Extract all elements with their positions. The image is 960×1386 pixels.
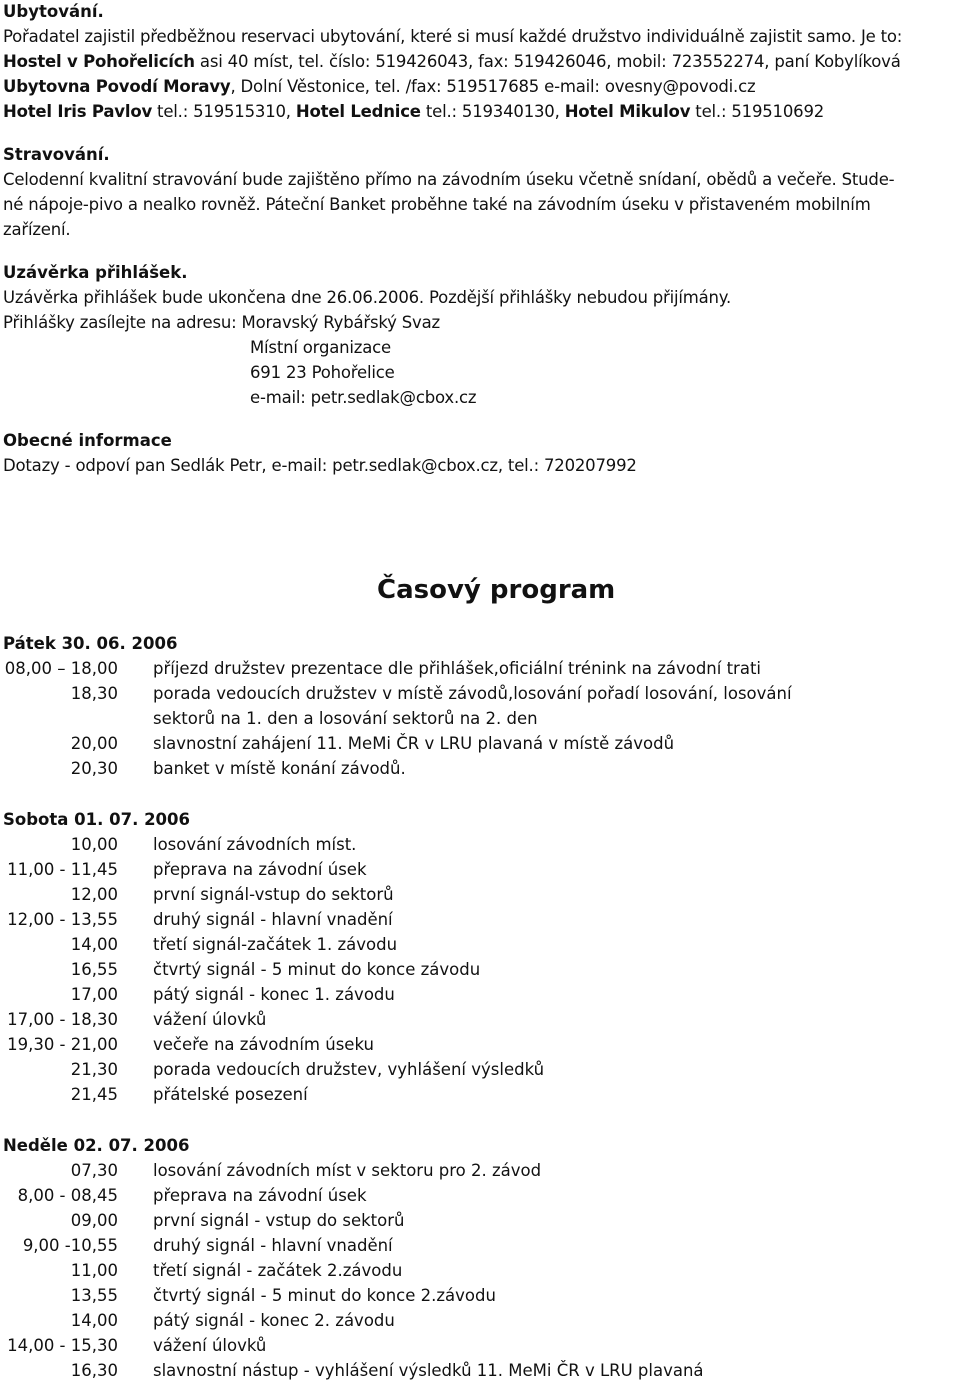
schedule-time: 8,00 - 08,45 bbox=[17, 1186, 118, 1205]
schedule-time: 08,00 – 18,00 bbox=[4, 659, 118, 678]
schedule-description: příjezd družstev prezentace dle přihlášek,oficiální trénink na závodní trati bbox=[153, 659, 762, 678]
schedule-time: 11,00 bbox=[70, 1261, 118, 1280]
iris-text: tel.: 519515310, bbox=[152, 102, 296, 121]
schedule-description: třetí signál - začátek 2.závodu bbox=[153, 1261, 403, 1280]
schedule-description: čtvrtý signál - 5 minut do konce závodu bbox=[153, 960, 481, 979]
schedule-description: pátý signál - konec 2. závodu bbox=[153, 1311, 395, 1330]
schedule-time: 07,30 bbox=[70, 1161, 118, 1180]
schedule-time: 17,00 bbox=[70, 985, 118, 1004]
schedule-description: přátelské posezení bbox=[153, 1085, 308, 1104]
lednice-name: Hotel Lednice bbox=[295, 102, 421, 121]
hostel-line bbox=[3, 49, 958, 74]
schedule-day bbox=[3, 807, 958, 1107]
schedule-time: 14,00 - 15,30 bbox=[7, 1336, 118, 1355]
schedule-rows bbox=[3, 656, 958, 781]
iris-name: Hotel Iris Pavlov bbox=[3, 102, 153, 121]
schedule-row bbox=[3, 656, 958, 681]
schedule-description: večeře na závodním úseku bbox=[153, 1035, 374, 1054]
schedule-row bbox=[3, 857, 958, 882]
schedule-time: 12,00 bbox=[70, 885, 118, 904]
general-line: Dotazy - odpoví pan Sedlák Petr, e-mail: petr.sedlak@cbox.cz, tel.: 720207992 bbox=[3, 456, 637, 475]
schedule-description: první signál - vstup do sektorů bbox=[153, 1211, 405, 1230]
general-title: Obecné informace bbox=[3, 431, 172, 450]
schedule-row bbox=[3, 731, 958, 756]
address-line-3: 691 23 Pohořelice bbox=[250, 363, 395, 382]
catering-title: Stravování. bbox=[3, 145, 110, 164]
schedule-description: slavnostní zahájení 11. MeMi ČR v LRU plavaná v místě závodů bbox=[153, 734, 675, 753]
schedule-description: druhý signál - hlavní vnadění bbox=[153, 1236, 393, 1255]
schedule-day bbox=[3, 1133, 958, 1383]
day-title: Pátek 30. 06. 2006 bbox=[3, 634, 178, 653]
schedule-row bbox=[3, 957, 958, 982]
schedule-description: pátý signál - konec 1. závodu bbox=[153, 985, 395, 1004]
ubytovna-line bbox=[3, 74, 958, 99]
schedule-time: 13,55 bbox=[70, 1286, 118, 1305]
schedule-description: vážení úlovků bbox=[153, 1010, 267, 1029]
schedule-row bbox=[3, 907, 958, 932]
accommodation-title: Ubytování. bbox=[3, 2, 104, 21]
schedule-row bbox=[3, 1183, 958, 1208]
schedule-description: vážení úlovků bbox=[153, 1336, 267, 1355]
schedule-row bbox=[3, 1283, 958, 1308]
schedule-row bbox=[3, 1158, 958, 1183]
schedule-time: 11,00 - 11,45 bbox=[7, 860, 118, 879]
schedule-rows bbox=[3, 832, 958, 1107]
schedule-row bbox=[3, 1308, 958, 1333]
ubytovna-name: Ubytovna Povodí Moravy bbox=[3, 77, 231, 96]
hotels-line bbox=[3, 99, 958, 124]
catering-line-3: zařízení. bbox=[3, 220, 71, 239]
schedule-row bbox=[3, 832, 958, 857]
address-org: Moravský Rybářský Svaz bbox=[241, 313, 440, 332]
schedule-time: 21,30 bbox=[70, 1060, 118, 1079]
schedule-time: 20,00 bbox=[70, 734, 118, 753]
schedule-time: 20,30 bbox=[70, 759, 118, 778]
schedule-time: 10,00 bbox=[70, 835, 118, 854]
accommodation-intro: Pořadatel zajistil předběžnou reservaci ubytování, které si musí každé družstvo individuálně zajistit samo. Je to: bbox=[3, 27, 903, 46]
deadline-title: Uzávěrka přihlášek. bbox=[3, 263, 188, 282]
schedule-time: 12,00 - 13,55 bbox=[7, 910, 118, 929]
schedule-row bbox=[3, 1358, 958, 1383]
schedule-row bbox=[3, 982, 958, 1007]
schedule-description: slavnostní nástup - vyhlášení výsledků 11. MeMi ČR v LRU plavaná bbox=[153, 1361, 704, 1380]
mikulov-name: Hotel Mikulov bbox=[564, 102, 691, 121]
hostel-name: Hostel v Pohořelicích bbox=[3, 52, 195, 71]
deadline-line: Uzávěrka přihlášek bude ukončena dne 26.06.2006. Pozdější přihlášky nebudou přijímány. bbox=[3, 288, 732, 307]
program-title: Časový program bbox=[377, 575, 616, 605]
day-title: Neděle 02. 07. 2006 bbox=[3, 1136, 190, 1155]
schedule-row bbox=[3, 1032, 958, 1057]
address-email: e-mail: petr.sedlak@cbox.cz bbox=[250, 388, 477, 407]
address-line-1 bbox=[3, 310, 958, 335]
document bbox=[3, 0, 958, 478]
schedule-row bbox=[3, 756, 958, 781]
schedule-row bbox=[3, 882, 958, 907]
schedule-time: 16,30 bbox=[70, 1361, 118, 1380]
mikulov-text: tel.: 519510692 bbox=[690, 102, 825, 121]
schedule-description: porada vedoucích družstev v místě závodů,losování pořadí losování, losování sektorů na 1. den a losování sektorů na 2. den bbox=[153, 684, 792, 728]
schedule-day bbox=[3, 631, 958, 781]
schedule-description: první signál-vstup do sektorů bbox=[153, 885, 394, 904]
day-title: Sobota 01. 07. 2006 bbox=[3, 810, 191, 829]
hostel-text: asi 40 míst, tel. číslo: 519426043, fax: 519426046, mobil: 723552274, paní Kobylíková bbox=[194, 52, 901, 71]
schedule-row bbox=[3, 1233, 958, 1258]
address-line-2: Místní organizace bbox=[250, 338, 391, 357]
schedule-description: přeprava na závodní úsek bbox=[153, 1186, 367, 1205]
schedule-description: druhý signál - hlavní vnadění bbox=[153, 910, 393, 929]
schedule-time: 16,55 bbox=[70, 960, 118, 979]
schedule-rows bbox=[3, 1158, 958, 1383]
address-label: Přihlášky zasílejte na adresu: bbox=[3, 313, 242, 332]
schedule-time: 19,30 - 21,00 bbox=[7, 1035, 118, 1054]
schedule-description: porada vedoucích družstev, vyhlášení výsledků bbox=[153, 1060, 545, 1079]
schedule-row bbox=[3, 1057, 958, 1082]
schedule-time: 17,00 - 18,30 bbox=[7, 1010, 118, 1029]
schedule-description: banket v místě konání závodů. bbox=[153, 759, 406, 778]
catering-line-1: Celodenní kvalitní stravování bude zajištěno přímo na závodním úseku včetně snídaní, obědů a večeře. Stude- bbox=[3, 170, 895, 189]
ubytovna-text: , Dolní Věstonice, tel. /fax: 519517685 e-mail: ovesny@povodi.cz bbox=[230, 77, 756, 96]
schedule-row bbox=[3, 1007, 958, 1032]
schedule-description: třetí signál-začátek 1. závodu bbox=[153, 935, 398, 954]
schedule-row bbox=[3, 681, 958, 731]
schedule-row bbox=[3, 1333, 958, 1358]
schedule-row bbox=[3, 1258, 958, 1283]
schedule-row bbox=[3, 1208, 958, 1233]
lednice-text: tel.: 519340130, bbox=[420, 102, 565, 121]
schedule-time: 18,30 bbox=[70, 684, 118, 703]
schedule-description: losování závodních míst v sektoru pro 2. závod bbox=[153, 1161, 542, 1180]
schedule-description: čtvrtý signál - 5 minut do konce 2.závodu bbox=[153, 1286, 496, 1305]
schedule-description: losování závodních míst. bbox=[153, 835, 357, 854]
schedule-row bbox=[3, 1082, 958, 1107]
schedule-description: přeprava na závodní úsek bbox=[153, 860, 367, 879]
schedule-time: 9,00 -10,55 bbox=[22, 1236, 118, 1255]
schedule-time: 09,00 bbox=[70, 1211, 118, 1230]
schedule-time: 14,00 bbox=[70, 935, 118, 954]
catering-line-2: né nápoje-pivo a nealko rovněž. Páteční Banket proběhne také na závodním úseku v přistaveném mobilním bbox=[3, 195, 871, 214]
schedule-row bbox=[3, 932, 958, 957]
schedule-time: 21,45 bbox=[70, 1085, 118, 1104]
schedule-time: 14,00 bbox=[70, 1311, 118, 1330]
